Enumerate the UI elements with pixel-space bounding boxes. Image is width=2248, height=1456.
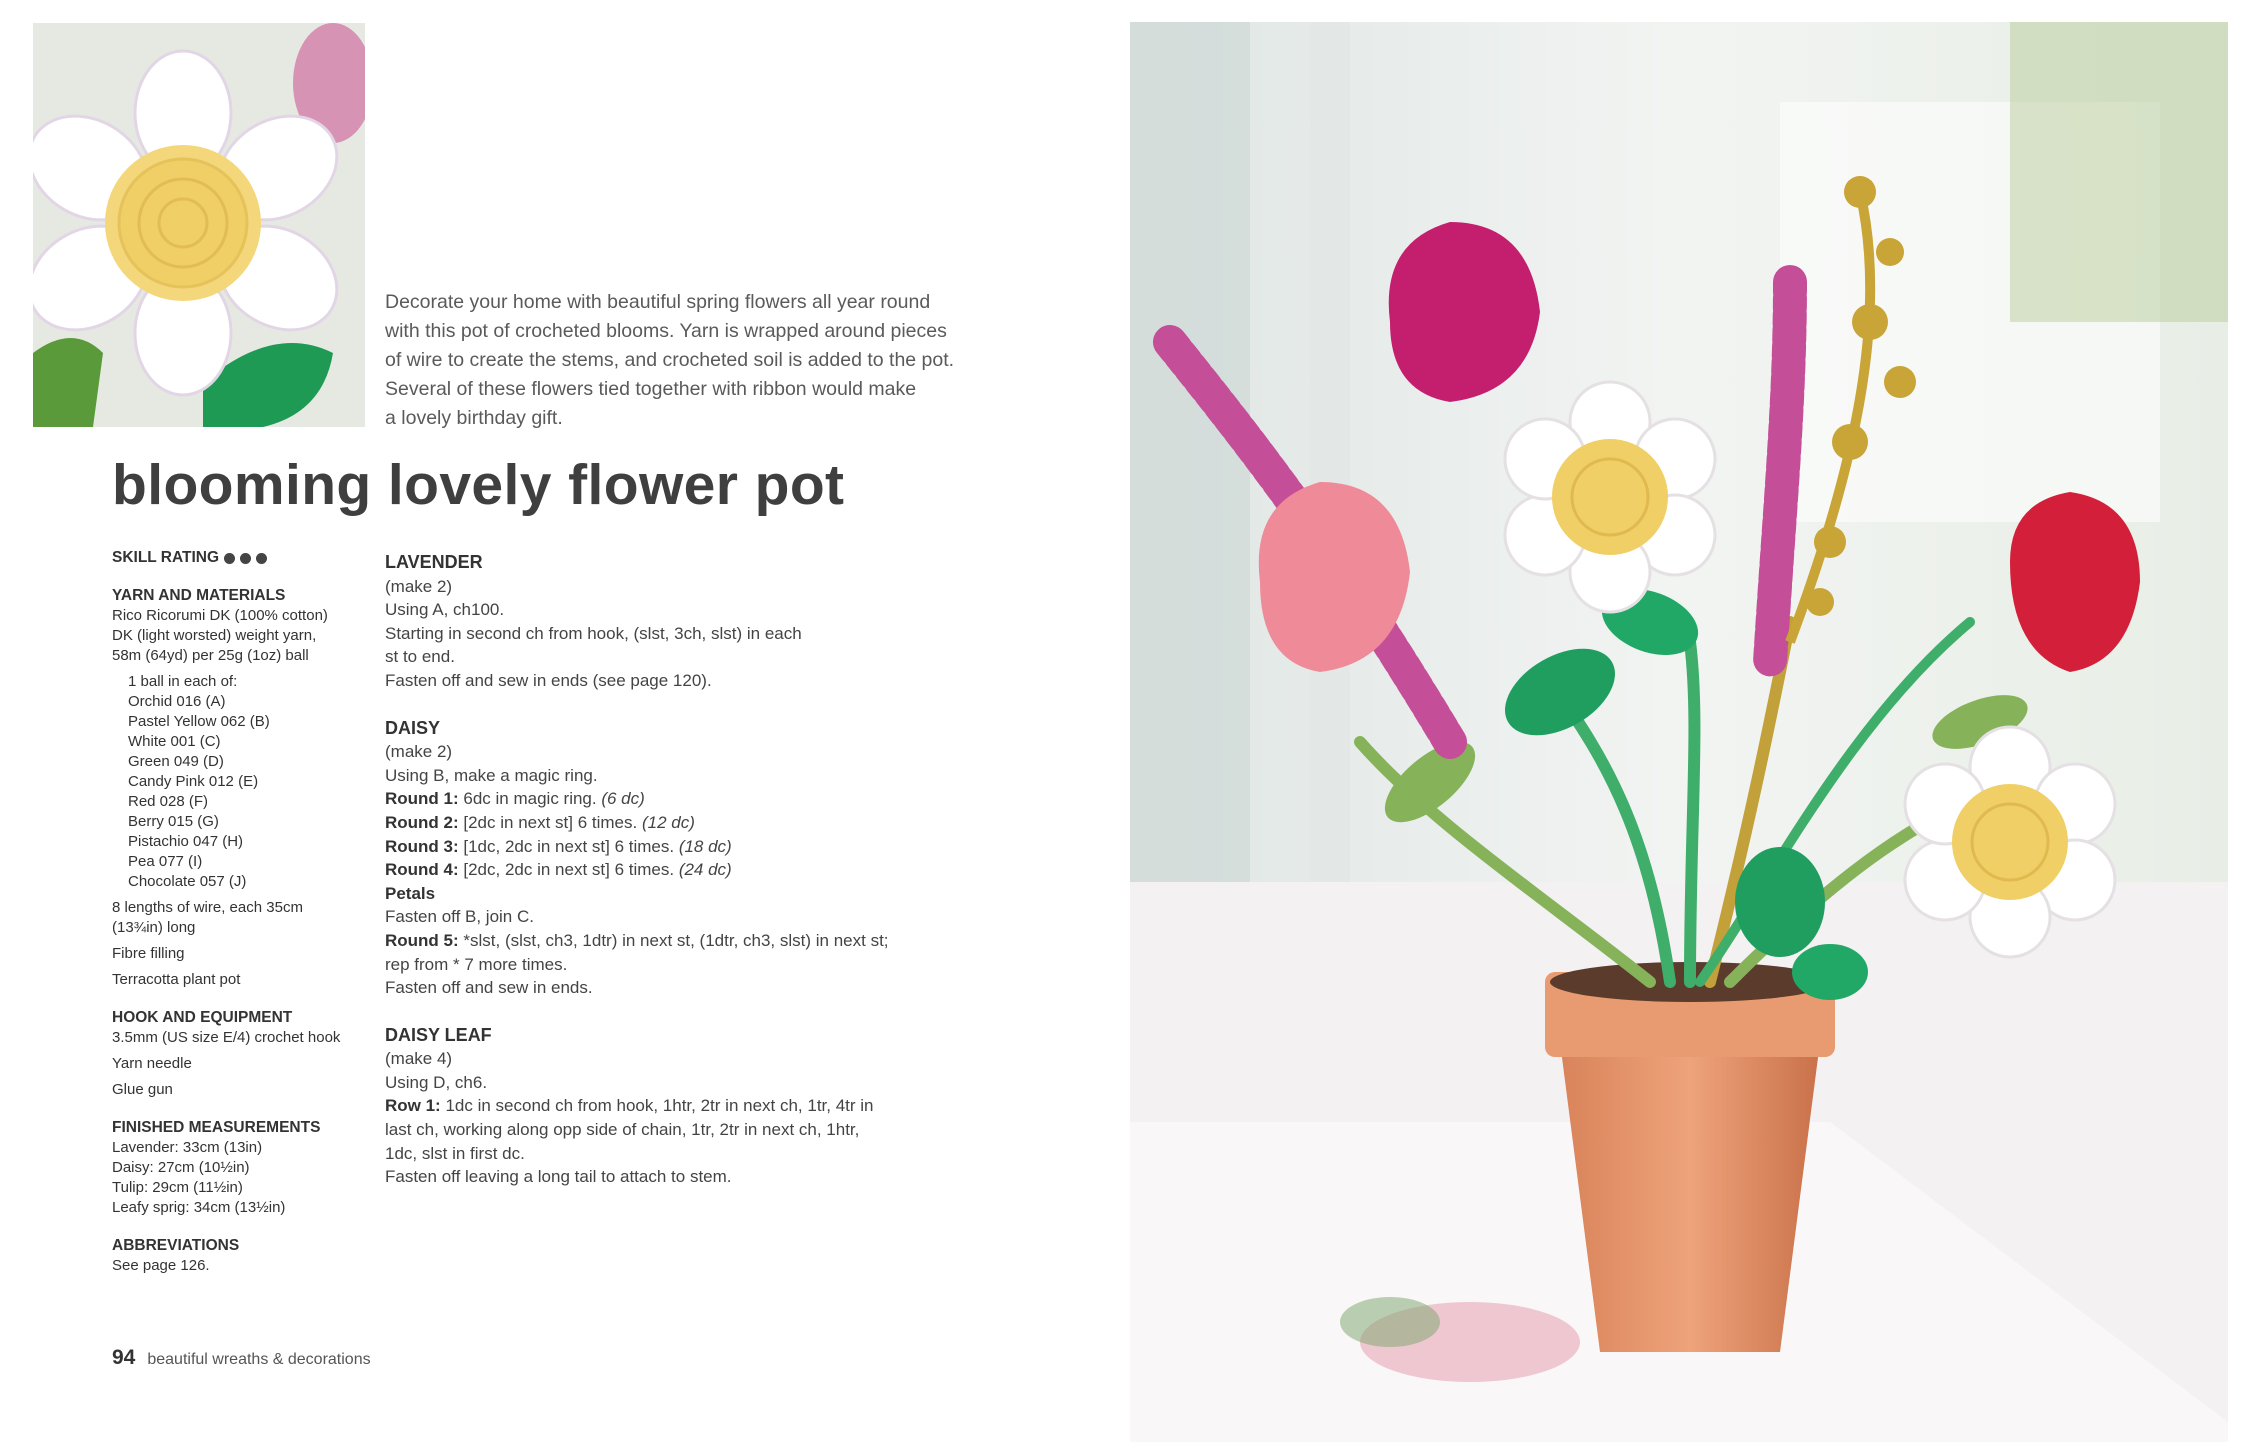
- yarn-colour: Berry 015 (G): [128, 813, 219, 830]
- daisy-round: [385, 787, 945, 811]
- lavender-line: Using A, ch100.: [385, 600, 505, 620]
- intro-line: of wire to create the stems, and crocheted soil is added to the pot.: [385, 349, 955, 371]
- round-count: (6 dc): [601, 789, 645, 809]
- lavender-line: Starting in second ch from hook, (slst, 3ch, slst) in each: [385, 623, 802, 643]
- round-text: [2dc, 2dc in next st] 6 times.: [458, 860, 679, 880]
- finished-measurements: [112, 1118, 374, 1218]
- leaf-row-cont: last ch, working along opp side of chain, 1tr, 2tr in next ch, 1htr,: [385, 1120, 860, 1140]
- yarn-colour: Pistachio 047 (H): [128, 833, 244, 850]
- balls-intro: 1 ball in each of:: [128, 673, 238, 690]
- round5-cont: rep from * 7 more times.: [385, 954, 568, 974]
- skill-dot-icon: [240, 553, 251, 564]
- abbr-heading: ABBREVIATIONS: [112, 1237, 240, 1254]
- measure-heading: FINISHED MEASUREMENTS: [112, 1119, 321, 1136]
- section-name: beautiful wreaths & decorations: [147, 1351, 371, 1368]
- round-text: *slst, (slst, ch3, 1dtr) in next st, (1dtr, ch3, slst) in next st;: [458, 930, 889, 950]
- page-title: blooming lovely flower pot: [112, 453, 845, 517]
- yarn-heading: YARN AND MATERIALS: [112, 587, 286, 604]
- yarn-colour: Pea 077 (I): [128, 853, 203, 870]
- skill-rating-heading: [112, 548, 374, 568]
- row-text: 1dc in second ch from hook, 1htr, 2tr in next ch, 1tr, 4tr in: [440, 1096, 874, 1116]
- page-footer: [112, 1346, 371, 1370]
- hook-item: Glue gun: [112, 1081, 173, 1098]
- yarn-colour: Pastel Yellow 062 (B): [128, 713, 270, 730]
- daisy-round: [385, 929, 945, 953]
- lavender-make: (make 2): [385, 576, 453, 596]
- hook-equipment: [112, 1008, 374, 1100]
- round-text: 6dc in magic ring.: [458, 789, 602, 809]
- round-label: Round 1:: [385, 789, 459, 809]
- skill-dot-icon: [224, 553, 235, 564]
- round-label: Round 5:: [385, 930, 459, 950]
- abbr-text: See page 126.: [112, 1257, 210, 1274]
- skill-dot-icon: [256, 553, 267, 564]
- intro-line: with this pot of crocheted blooms. Yarn is wrapped around pieces: [385, 320, 947, 342]
- yarn-desc: DK (light worsted) weight yarn,: [112, 627, 317, 644]
- lavender-section: [385, 551, 945, 693]
- round-count: (18 dc): [678, 836, 732, 856]
- yarn-desc: 58m (64yd) per 25g (1oz) ball: [112, 647, 309, 664]
- measure-item: Lavender: 33cm (13in): [112, 1139, 263, 1156]
- lavender-line: Fasten off and sew in ends (see page 120).: [385, 670, 712, 690]
- daisy-round: [385, 858, 945, 882]
- leaf-heading: DAISY LEAF: [385, 1024, 492, 1045]
- lavender-heading: LAVENDER: [385, 552, 483, 572]
- round-label: Round 3:: [385, 836, 459, 856]
- yarn-colour: Green 049 (D): [128, 753, 224, 770]
- yarn-colour: Orchid 016 (A): [128, 693, 226, 710]
- yarn-colour: Chocolate 057 (J): [128, 873, 247, 890]
- leaf-row: [385, 1094, 945, 1118]
- yarn-desc: Rico Ricorumi DK (100% cotton): [112, 607, 328, 624]
- petals-line: Fasten off B, join C.: [385, 907, 534, 927]
- daisy-round: [385, 811, 945, 835]
- intro-line: Decorate your home with beautiful spring flowers all year round: [385, 291, 931, 313]
- leaf-make: (make 4): [385, 1049, 453, 1069]
- leaf-row-cont: 1dc, slst in first dc.: [385, 1143, 525, 1163]
- measure-item: Tulip: 29cm (11½in): [112, 1179, 243, 1196]
- intro-line: a lovely birthday gift.: [385, 407, 563, 429]
- pot-item: Terracotta plant pot: [112, 971, 241, 988]
- hook-item: Yarn needle: [112, 1055, 192, 1072]
- lavender-line: st to end.: [385, 647, 455, 667]
- leaf-end: Fasten off leaving a long tail to attach to stem.: [385, 1167, 732, 1187]
- leaf-line: Using D, ch6.: [385, 1072, 488, 1092]
- materials-column: [112, 548, 374, 1294]
- daisy-heading: DAISY: [385, 717, 441, 738]
- hook-heading: HOOK AND EQUIPMENT: [112, 1009, 293, 1026]
- yarn-colour: Candy Pink 012 (E): [128, 773, 259, 790]
- round-count: (12 dc): [641, 812, 695, 832]
- measure-item: Daisy: 27cm (10½in): [112, 1159, 250, 1176]
- daisy-make: (make 2): [385, 742, 453, 762]
- skill-rating: [112, 548, 374, 568]
- daisy-section: [385, 717, 945, 1000]
- measure-item: Leafy sprig: 34cm (13½in): [112, 1199, 286, 1216]
- intro-line: Several of these flowers tied together with ribbon would make: [385, 378, 917, 400]
- yarn-colour: White 001 (C): [128, 733, 221, 750]
- skill-rating-label: SKILL RATING: [112, 549, 220, 566]
- wire-item: (13¾in) long: [112, 919, 196, 936]
- row-label: Row 1:: [385, 1096, 441, 1116]
- filling-item: Fibre filling: [112, 945, 185, 962]
- daisy-line: Using B, make a magic ring.: [385, 765, 598, 785]
- yarn-colour: Red 028 (F): [128, 793, 209, 810]
- hook-item: 3.5mm (US size E/4) crochet hook: [112, 1029, 341, 1046]
- round-label: Round 2:: [385, 812, 459, 832]
- page-number: 94: [112, 1346, 136, 1369]
- flower-pot-photo: [1130, 22, 2228, 1442]
- yarn-materials: [112, 586, 374, 990]
- daisy-end: Fasten off and sew in ends.: [385, 978, 593, 998]
- pattern-column: [385, 551, 945, 1213]
- abbreviations: [112, 1236, 374, 1276]
- round-text: [2dc in next st] 6 times.: [458, 812, 642, 832]
- wire-item: 8 lengths of wire, each 35cm: [112, 899, 303, 916]
- intro-paragraph: [385, 288, 1035, 433]
- petals-subheading: Petals: [385, 883, 436, 903]
- round-text: [1dc, 2dc in next st] 6 times.: [458, 836, 679, 856]
- daisy-closeup-photo: [33, 23, 365, 427]
- round-label: Round 4:: [385, 860, 459, 880]
- leaf-section: [385, 1024, 945, 1189]
- round-count: (24 dc): [678, 860, 732, 880]
- daisy-round: [385, 835, 945, 859]
